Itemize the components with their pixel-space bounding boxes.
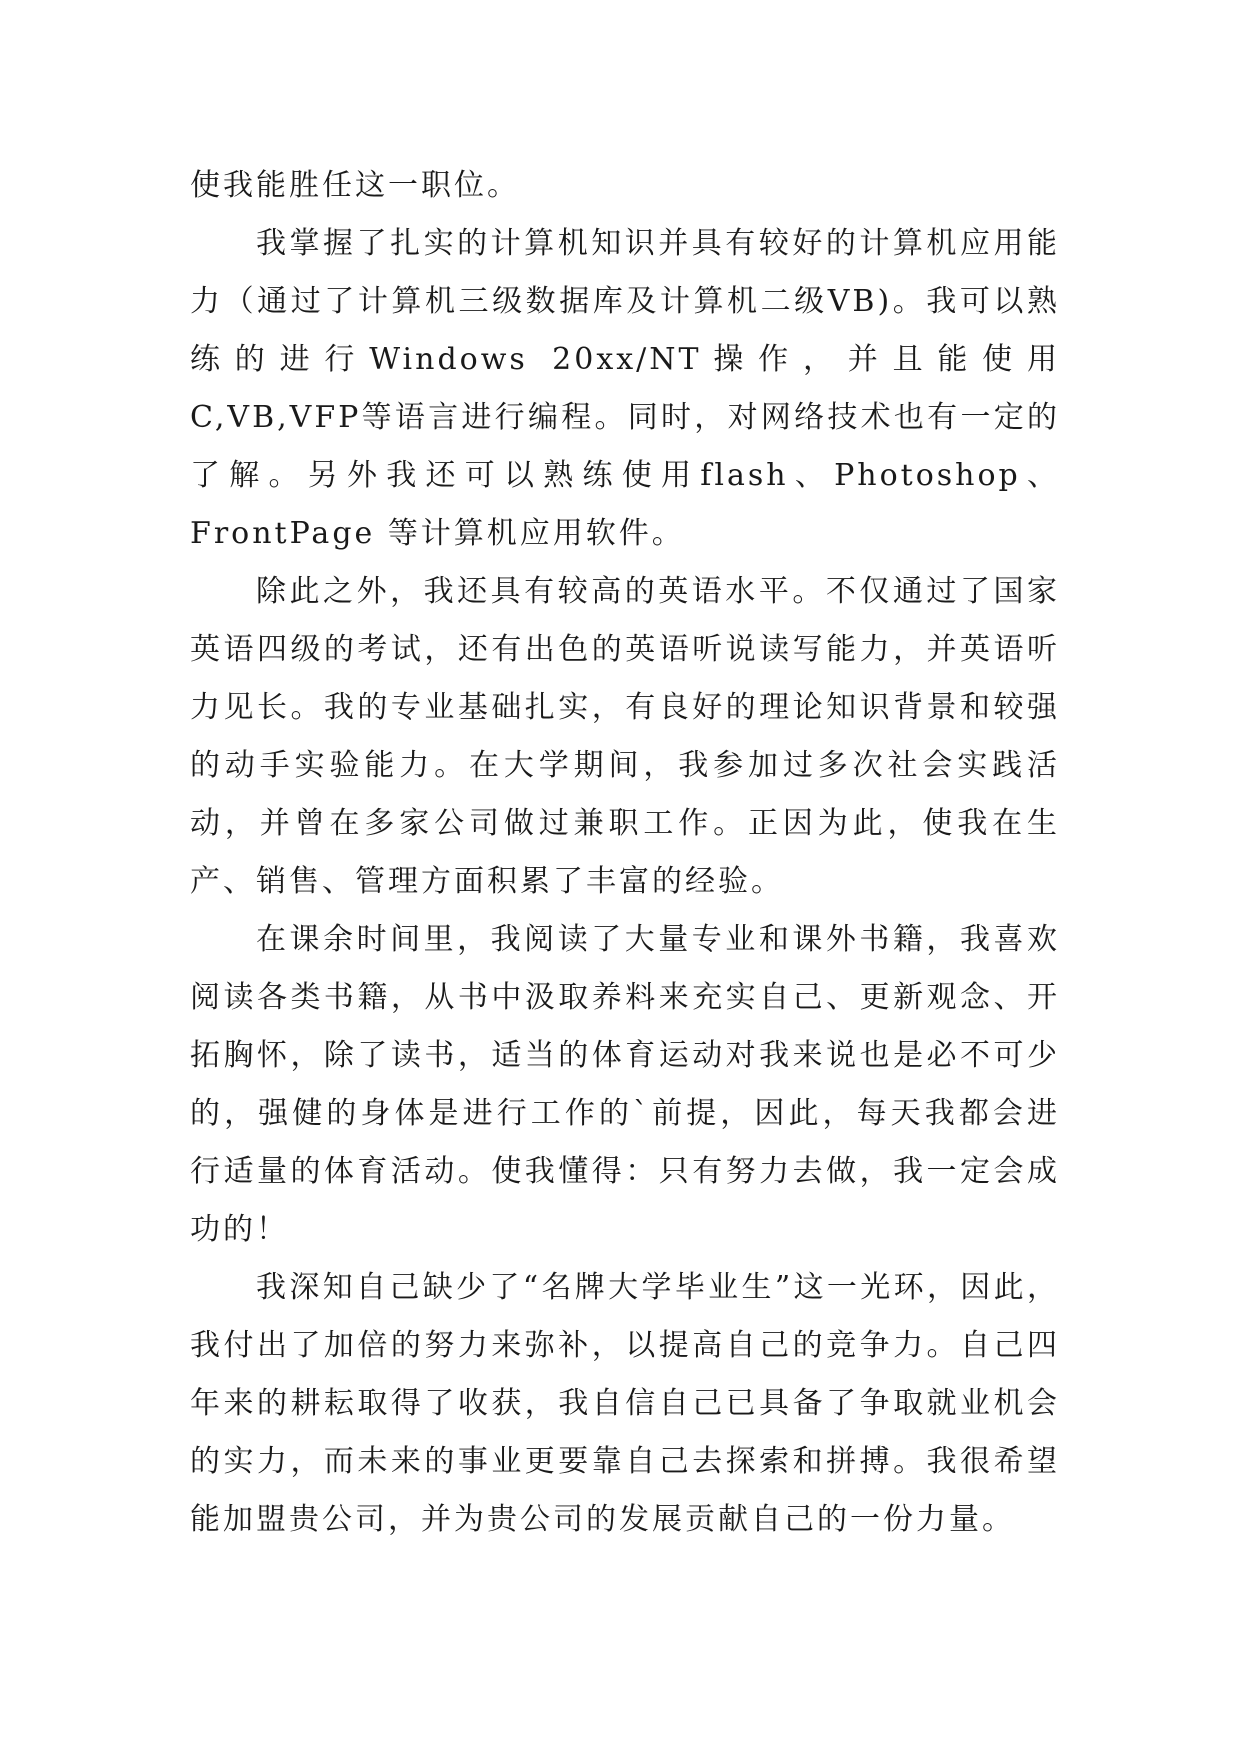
paragraph-reading-and-sports: 在课余时间里，我阅读了大量专业和课外书籍，我喜欢阅读各类书籍，从书中汲取养料来充实自己、更新观念、开拓胸怀，除了读书，适当的体育运动对我来说也是必不可少的，强健的身体是进行工作的`前提，因此，每天我都会进行适量的体育活动。使我懂得：只有努力去做，我一定会成功的！	[190, 922, 1060, 1247]
paragraph-closing: 我深知自己缺少了“名牌大学毕业生”这一光环，因此，我付出了加倍的努力来弥补，以提高自己的竞争力。自己四年来的耕耘取得了收获，我自信自己已具备了争取就业机会的实力，而未来的事业更要靠自己去探索和拼搏。我很希望能加盟贵公司，并为贵公司的发展贡献自己的一份力量。	[190, 1270, 1060, 1537]
document-body	[190, 157, 1060, 1549]
paragraph-computer-skills: 我掌握了扎实的计算机知识并具有较好的计算机应用能力（通过了计算机三级数据库及计算机二级VB)。我可以熟练的进行Windows 20xx/NT操作，并且能使用C,VB,VFP等语言进行编程。同时，对网络技术也有一定的了解。另外我还可以熟练使用flash、Photoshop、FrontPage 等计算机应用软件。	[190, 226, 1060, 551]
paragraph-english-and-experience: 除此之外，我还具有较高的英语水平。不仅通过了国家英语四级的考试，还有出色的英语听说读写能力，并英语听力见长。我的专业基础扎实，有良好的理论知识背景和较强的动手实验能力。在大学期间，我参加过多次社会实践活动，并曾在多家公司做过兼职工作。正因为此，使我在生产、销售、管理方面积累了丰富的经验。	[190, 574, 1060, 899]
paragraph-continuation: 使我能胜任这一职位。	[190, 168, 520, 203]
